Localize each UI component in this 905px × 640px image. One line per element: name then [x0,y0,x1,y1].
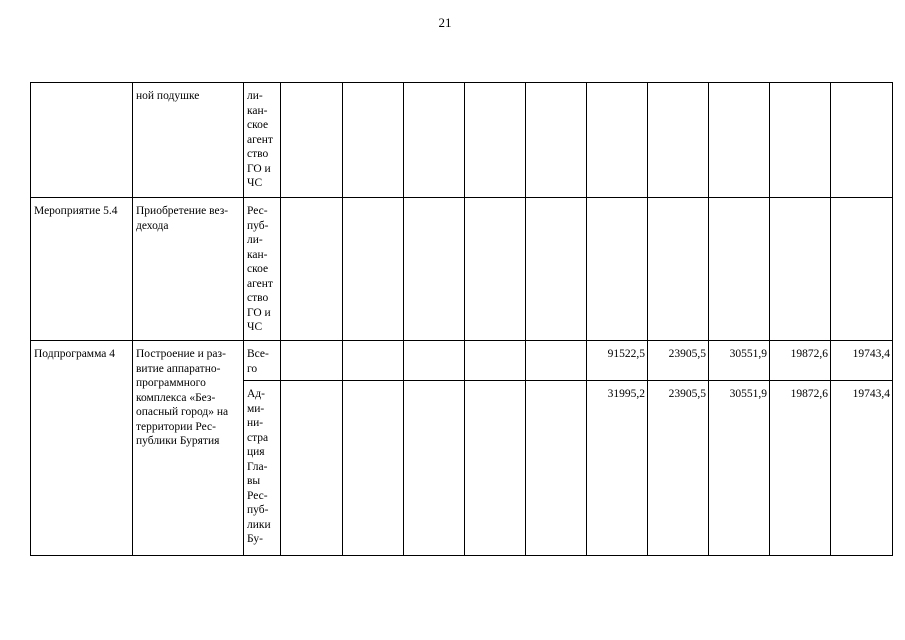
cell-text: 23905,5 [668,388,706,400]
value-cell [648,83,709,198]
value-cell [343,198,404,341]
value-cell [770,83,831,198]
responsible-cell [244,381,281,556]
table-row [31,341,893,381]
value-cell [404,341,465,381]
value-cell [526,83,587,198]
cell-line: кан- [247,248,268,261]
table-row [31,83,893,198]
cell-line: Рес- [247,489,268,502]
cell-line: Все- [247,348,269,360]
cell-line: кан- [247,104,268,117]
cell-line: ли- [247,90,263,102]
cell-line: пуб- [247,504,269,516]
cell-line: ЧС [247,321,263,333]
cell-line: ство [247,148,269,160]
value-cell [404,381,465,556]
cell-text: Мероприятие 5.4 [34,205,118,217]
value-cell [770,381,831,556]
cell-line: опасный город» на [136,406,229,418]
cell-line: дехода [136,219,169,232]
value-cell [526,341,587,381]
code-cell [31,341,133,556]
code-cell [31,198,133,341]
value-cell [281,83,343,198]
value-cell [281,198,343,341]
cell-line: комплекса «Без- [136,391,216,404]
value-cell [281,341,343,381]
cell-line: ни- [247,417,264,429]
value-cell [404,83,465,198]
cell-line: агент [247,277,273,290]
cell-line: ной подушке [136,90,200,102]
cell-text: 23905,5 [668,348,706,360]
cell-text: 19743,4 [852,348,890,360]
cell-line: пуб- [247,219,269,232]
cell-line: ЧС [247,177,263,189]
cell-line: ское [247,119,269,131]
cell-text: 91522,5 [607,348,645,360]
cell-text: 19743,4 [852,388,890,400]
cell-line: ство [247,292,269,304]
value-cell [831,83,893,198]
value-cell [465,198,526,341]
value-cell [770,198,831,341]
cell-text: 31995,2 [607,388,645,400]
value-cell [770,341,831,381]
cell-line: Гла- [247,460,268,473]
value-cell [648,341,709,381]
cell-line: ли- [247,234,263,246]
value-cell [343,381,404,556]
program-table [30,82,893,556]
value-cell [831,198,893,341]
value-cell [709,198,770,341]
name-cell [133,83,244,198]
cell-line: публики Бурятия [136,435,220,447]
name-cell [133,341,244,556]
code-cell [31,83,133,198]
cell-line: вы [247,475,261,487]
value-cell [648,198,709,341]
cell-line: стра [247,431,269,444]
cell-text: 19872,6 [790,388,828,400]
value-cell [709,83,770,198]
value-cell [587,341,648,381]
value-cell [831,381,893,556]
value-cell [526,198,587,341]
cell-line: агент [247,133,273,146]
cell-line: ское [247,263,269,275]
cell-line: ми- [247,402,265,415]
value-cell [709,381,770,556]
cell-text: 30551,9 [729,388,767,400]
cell-text: 30551,9 [729,348,767,360]
responsible-cell [244,198,281,341]
value-cell [648,381,709,556]
value-cell [526,381,587,556]
value-cell [465,341,526,381]
value-cell [281,381,343,556]
cell-line: ГО и [247,162,271,175]
page-number: 21 [438,15,452,30]
value-cell [404,198,465,341]
cell-line: Построение и раз- [136,348,226,360]
value-cell [587,83,648,198]
value-cell [343,341,404,381]
cell-line: Бу- [247,533,263,545]
cell-line: ция [247,446,265,458]
cell-line: программного [136,377,206,389]
value-cell [465,381,526,556]
value-cell [587,198,648,341]
cell-text: 19872,6 [790,348,828,360]
cell-line: Ад- [247,388,265,400]
value-cell [343,83,404,198]
cell-line: го [247,362,258,375]
cell-line: Рес- [247,205,268,217]
cell-line: Приобретение вез- [136,205,229,217]
value-cell [465,83,526,198]
cell-line: территории Рес- [136,420,216,433]
table-row [31,198,893,341]
cell-line: витие аппаратно- [136,362,221,375]
responsible-cell [244,83,281,198]
value-cell [831,341,893,381]
cell-line: лики [247,518,271,531]
cell-line: ГО и [247,306,271,319]
cell-text: Подпрограмма 4 [34,348,116,360]
value-cell [709,341,770,381]
responsible-cell [244,341,281,381]
name-cell [133,198,244,341]
value-cell [587,381,648,556]
